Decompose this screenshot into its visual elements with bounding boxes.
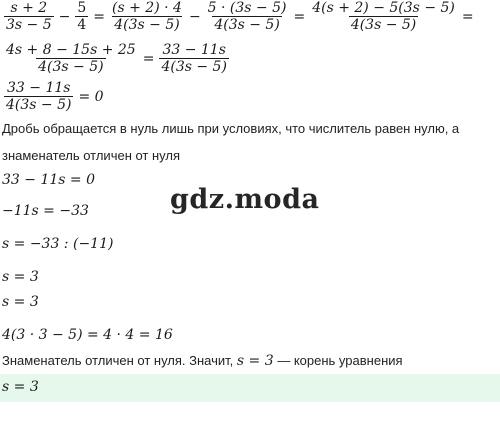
operator: = bbox=[93, 8, 106, 25]
fraction bbox=[4, 0, 54, 33]
fraction bbox=[4, 42, 138, 75]
answer: s = 3 bbox=[2, 379, 39, 395]
denominator: 4(3s − 5) bbox=[214, 17, 280, 33]
denominator: 4(3s − 5) bbox=[161, 59, 227, 75]
conclusion-text-part: Знаменатель отличен от нуля. Значит, bbox=[2, 353, 237, 368]
operator: − bbox=[58, 8, 71, 25]
equation-step: s = 3 bbox=[2, 269, 39, 285]
numerator: 33 − 11s bbox=[162, 42, 226, 58]
equation-line-2 bbox=[2, 42, 231, 75]
explanation-text-1: Дробь обращается в нуль лишь при условиях, что числитель равен нулю, а bbox=[2, 121, 460, 136]
fraction bbox=[75, 0, 88, 33]
equation-step: −11s = −33 bbox=[2, 203, 89, 219]
numerator: 4s + 8 − 15s + 25 bbox=[6, 42, 136, 58]
fraction bbox=[206, 0, 289, 33]
fraction bbox=[4, 80, 73, 113]
numerator: 4(s + 2) − 5(3s − 5) bbox=[312, 0, 455, 16]
operator: = bbox=[461, 8, 474, 25]
equation-step: s = −33 : (−11) bbox=[2, 236, 114, 252]
numerator: 5 · (3s − 5) bbox=[207, 0, 287, 16]
fraction bbox=[310, 0, 457, 33]
operator: = bbox=[142, 50, 155, 67]
equation-check: 4(3 · 3 − 5) = 4 · 4 = 16 bbox=[2, 327, 173, 343]
equation-step: s = 3 bbox=[2, 294, 39, 310]
numerator: (s + 2) · 4 bbox=[112, 0, 182, 16]
denominator: 4(3s − 5) bbox=[38, 59, 104, 75]
fraction bbox=[159, 42, 228, 75]
denominator: 4(3s − 5) bbox=[350, 17, 417, 33]
denominator: 4(3s − 5) bbox=[114, 17, 180, 33]
numerator: 5 bbox=[77, 0, 87, 16]
numerator: s + 2 bbox=[10, 0, 48, 16]
denominator: 3s − 5 bbox=[6, 17, 52, 33]
numerator: 33 − 11s bbox=[7, 80, 71, 96]
conclusion-text-part: — корень уравнения bbox=[273, 353, 403, 368]
fraction bbox=[110, 0, 184, 33]
denominator: 4 bbox=[77, 17, 87, 33]
equation-line-3 bbox=[2, 80, 107, 113]
equation-step: 33 − 11s = 0 bbox=[2, 172, 95, 188]
operator: − bbox=[188, 8, 201, 25]
equation-line-1 bbox=[2, 0, 477, 33]
denominator: 4(3s − 5) bbox=[6, 97, 72, 113]
conclusion-text bbox=[2, 353, 403, 369]
answer-highlight bbox=[0, 374, 500, 402]
explanation-text-2: знаменатель отличен от нуля bbox=[2, 148, 181, 163]
equation-rhs: = 0 bbox=[78, 88, 104, 105]
watermark: gdz.moda bbox=[170, 184, 320, 215]
operator: = bbox=[293, 8, 306, 25]
conclusion-math: s = 3 bbox=[236, 353, 274, 369]
